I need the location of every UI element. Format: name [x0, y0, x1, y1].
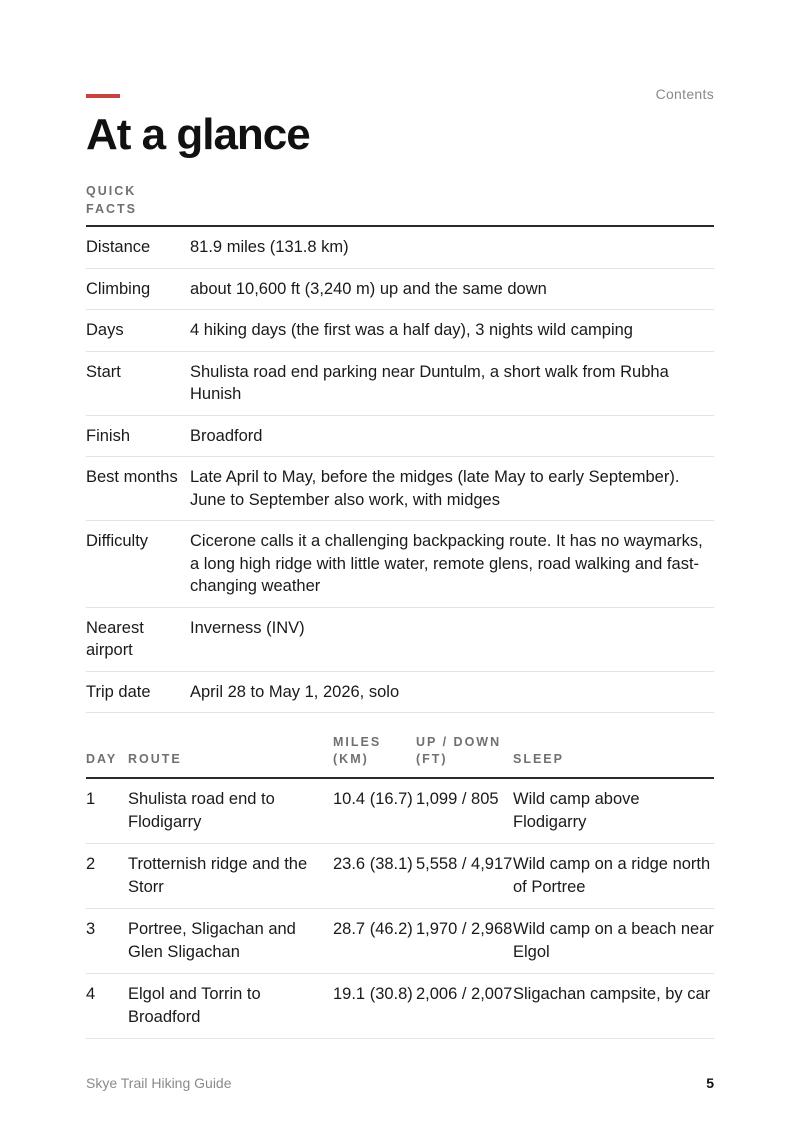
miles-cell: 23.6 (38.1) [333, 844, 416, 909]
fact-row-distance [86, 226, 714, 268]
fact-value: Cicerone calls it a challenging backpacking route. It has no waymarks, a long high ridge with little water, remote glens, road walking and fast-changing weather [190, 521, 714, 608]
route-cell: Portree, Sligachan and Glen Sligachan [128, 909, 333, 974]
itinerary-row [86, 974, 714, 1039]
fact-row-finish [86, 415, 714, 457]
fact-row-best-months [86, 457, 714, 521]
sleep-cell: Wild camp on a ridge north of Portree [513, 844, 714, 909]
itinerary-table [86, 734, 714, 1039]
day-number: 1 [86, 778, 128, 844]
fact-value: Shulista road end parking near Duntulm, a short walk from Rubha Hunish [190, 351, 714, 415]
column-header-up-down: UP / DOWN (FT) [416, 734, 513, 778]
fact-value: Inverness (INV) [190, 607, 714, 671]
column-header-day: DAY [86, 734, 128, 778]
route-cell: Trotternish ridge and the Storr [128, 844, 333, 909]
day-number: 3 [86, 909, 128, 974]
footer-guide-title: Skye Trail Hiking Guide [86, 1075, 232, 1091]
miles-cell: 28.7 (46.2) [333, 909, 416, 974]
itinerary-row [86, 844, 714, 909]
document-page [86, 0, 714, 1133]
fact-value: 81.9 miles (131.8 km) [190, 226, 714, 268]
fact-row-climbing [86, 268, 714, 310]
route-cell: Shulista road end to Flodigarry [128, 778, 333, 844]
fact-label: Difficulty [86, 521, 190, 608]
fact-label: Nearest airport [86, 607, 190, 671]
title-accent-bar [86, 94, 120, 98]
fact-label: Trip date [86, 671, 190, 713]
fact-label: Start [86, 351, 190, 415]
fact-value: 4 hiking days (the first was a half day), 3 nights wild camping [190, 310, 714, 352]
fact-row-days [86, 310, 714, 352]
miles-cell: 10.4 (16.7) [333, 778, 416, 844]
miles-cell: 19.1 (30.8) [333, 974, 416, 1039]
up-down-cell: 1,970 / 2,968 [416, 909, 513, 974]
fact-label: Days [86, 310, 190, 352]
fact-value: about 10,600 ft (3,240 m) up and the same down [190, 268, 714, 310]
itinerary-header-row [86, 734, 714, 778]
sleep-cell: Wild camp above Flodigarry [513, 778, 714, 844]
itinerary-row [86, 909, 714, 974]
column-header-route: ROUTE [128, 734, 333, 778]
day-number: 2 [86, 844, 128, 909]
fact-row-start [86, 351, 714, 415]
fact-value: April 28 to May 1, 2026, solo [190, 671, 714, 713]
column-header-miles: MILES (KM) [333, 734, 416, 778]
fact-label: Climbing [86, 268, 190, 310]
up-down-cell: 2,006 / 2,007 [416, 974, 513, 1039]
up-down-cell: 1,099 / 805 [416, 778, 513, 844]
column-header-sleep: SLEEP [513, 734, 714, 778]
page-title: At a glance [86, 110, 310, 159]
footer-page-number: 5 [706, 1075, 714, 1091]
fact-row-difficulty [86, 521, 714, 608]
sleep-cell: Wild camp on a beach near Elgol [513, 909, 714, 974]
contents-link[interactable]: Contents [655, 86, 714, 102]
itinerary-row [86, 778, 714, 844]
fact-row-trip-date [86, 671, 714, 713]
sleep-cell: Sligachan campsite, by car [513, 974, 714, 1039]
day-number: 4 [86, 974, 128, 1039]
route-cell: Elgol and Torrin to Broadford [128, 974, 333, 1039]
up-down-cell: 5,558 / 4,917 [416, 844, 513, 909]
quick-facts-label: QUICK FACTS [86, 184, 137, 216]
fact-label: Finish [86, 415, 190, 457]
fact-label: Distance [86, 226, 190, 268]
fact-row-nearest-airport [86, 607, 714, 671]
quick-facts-table [86, 225, 714, 713]
fact-value: Late April to May, before the midges (late May to early September). June to September also work, with midges [190, 457, 714, 521]
fact-label: Best months [86, 457, 190, 521]
fact-value: Broadford [190, 415, 714, 457]
